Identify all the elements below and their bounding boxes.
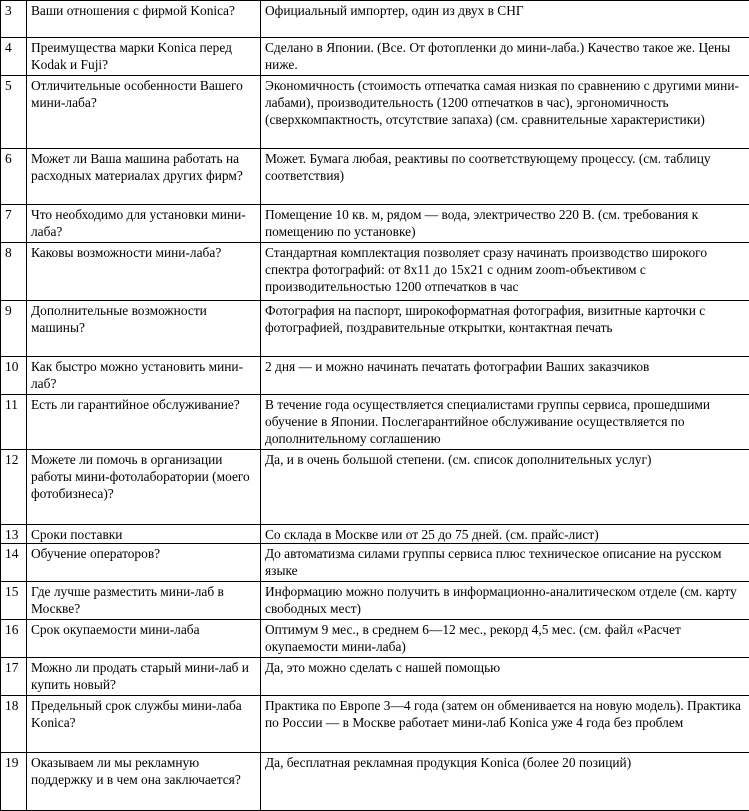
question-cell: Срок окупаемости мини-лаба bbox=[27, 620, 261, 658]
row-number: 4 bbox=[1, 38, 27, 76]
question-cell: Сроки поставки bbox=[27, 525, 261, 544]
row-number: 17 bbox=[1, 658, 27, 696]
table-row bbox=[1, 544, 749, 582]
answer-cell: В течение года осуществляется специалистами группы сервиса, прошедшими обучение в Японии. Послегарантийное обслуживание осуществляется по дополнительному соглашению bbox=[261, 395, 749, 450]
question-cell: Есть ли гарантийное обслуживание? bbox=[27, 395, 261, 450]
question-cell: Дополнительные возможности машины? bbox=[27, 301, 261, 357]
answer-cell: Фотография на паспорт, широкоформатная фотография, визитные карточки с фотографией, поздравительные открытки, контактная печать bbox=[261, 301, 749, 357]
table-row bbox=[1, 395, 749, 450]
row-number: 16 bbox=[1, 620, 27, 658]
table-row bbox=[1, 76, 749, 149]
answer-cell: Официальный импортер, один из двух в СНГ bbox=[261, 1, 749, 38]
row-number: 14 bbox=[1, 544, 27, 582]
row-number: 13 bbox=[1, 525, 27, 544]
table-row bbox=[1, 582, 749, 620]
question-cell: Отличительные особенности Вашего мини-лаба? bbox=[27, 76, 261, 149]
answer-cell: Оптимум 9 мес., в среднем 6—12 мес., рекорд 4,5 мес. (см. файл «Расчет окупаемости мини-лаба) bbox=[261, 620, 749, 658]
question-cell: Предельный срок службы мини-лаба Konica? bbox=[27, 696, 261, 753]
row-number: 7 bbox=[1, 205, 27, 243]
question-cell: Преимущества марки Konica перед Kodak и Fuji? bbox=[27, 38, 261, 76]
table-row bbox=[1, 658, 749, 696]
question-cell: Можно ли продать старый мини-лаб и купить новый? bbox=[27, 658, 261, 696]
table-row bbox=[1, 620, 749, 658]
row-number: 10 bbox=[1, 357, 27, 395]
question-cell: Обучение операторов? bbox=[27, 544, 261, 582]
row-number: 15 bbox=[1, 582, 27, 620]
answer-cell: Может. Бумага любая, реактивы по соответствующему процессу. (см. таблицу соответствия) bbox=[261, 149, 749, 205]
row-number: 3 bbox=[1, 1, 27, 38]
question-cell: Оказываем ли мы рекламную поддержку и в чем она заключается? bbox=[27, 753, 261, 811]
answer-cell: Информацию можно получить в информационно-аналитическом отделе (см. карту свободных мест) bbox=[261, 582, 749, 620]
answer-cell: Со склада в Москве или от 25 до 75 дней. (см. прайс-лист) bbox=[261, 525, 749, 544]
row-number: 11 bbox=[1, 395, 27, 450]
question-cell: Что необходимо для установки мини-лаба? bbox=[27, 205, 261, 243]
answer-cell: Да, это можно сделать с нашей помощью bbox=[261, 658, 749, 696]
table-row bbox=[1, 450, 749, 525]
row-number: 19 bbox=[1, 753, 27, 811]
answer-cell: Стандартная комплектация позволяет сразу начинать производство широкого спектра фотографий: от 8x11 до 15x21 с одним zoom-объективом с производительностью 1200 отпечатков в час bbox=[261, 243, 749, 301]
row-number: 5 bbox=[1, 76, 27, 149]
row-number: 6 bbox=[1, 149, 27, 205]
answer-cell: Экономичность (стоимость отпечатка самая низкая по сравнению с другими мини-лабами), производительность (1200 отпечатков в час), эргономичность (сверхкомпактность, отсутствие запаха) (см. сравнительные характеристики) bbox=[261, 76, 749, 149]
table-row bbox=[1, 753, 749, 811]
row-number: 12 bbox=[1, 450, 27, 525]
row-number: 18 bbox=[1, 696, 27, 753]
answer-cell: Да, бесплатная рекламная продукция Konica (более 20 позиций) bbox=[261, 753, 749, 811]
answer-cell: Помещение 10 кв. м, рядом — вода, электричество 220 В. (см. требования к помещению по установке) bbox=[261, 205, 749, 243]
table-row bbox=[1, 38, 749, 76]
question-cell: Как быстро можно установить мини-лаб? bbox=[27, 357, 261, 395]
answer-cell: Сделано в Японии. (Все. От фотопленки до мини-лаба.) Качество такое же. Цены ниже. bbox=[261, 38, 749, 76]
question-cell: Где лучше разместить мини-лаб в Москве? bbox=[27, 582, 261, 620]
table-row bbox=[1, 525, 749, 544]
table-row bbox=[1, 696, 749, 753]
question-cell: Каковы возможности мини-лаба? bbox=[27, 243, 261, 301]
table-row bbox=[1, 301, 749, 357]
row-number: 8 bbox=[1, 243, 27, 301]
question-cell: Может ли Ваша машина работать на расходных материалах других фирм? bbox=[27, 149, 261, 205]
table-row bbox=[1, 243, 749, 301]
table-row bbox=[1, 1, 749, 38]
table-row bbox=[1, 149, 749, 205]
answer-cell: Практика по Европе 3—4 года (затем он обменивается на новую модель). Практика по России — в Москве работает мини-лаб Konica уже 4 года без проблем bbox=[261, 696, 749, 753]
answer-cell: До автоматизма силами группы сервиса плюс техническое описание на русском языке bbox=[261, 544, 749, 582]
question-cell: Можете ли помочь в организации работы мини-фотолаборатории (моего фотобизнеса)? bbox=[27, 450, 261, 525]
question-cell: Ваши отношения с фирмой Konica? bbox=[27, 1, 261, 38]
answer-cell: 2 дня — и можно начинать печатать фотографии Ваших заказчиков bbox=[261, 357, 749, 395]
row-number: 9 bbox=[1, 301, 27, 357]
table-row bbox=[1, 205, 749, 243]
table-row bbox=[1, 357, 749, 395]
answer-cell: Да, и в очень большой степени. (см. список дополнительных услуг) bbox=[261, 450, 749, 525]
